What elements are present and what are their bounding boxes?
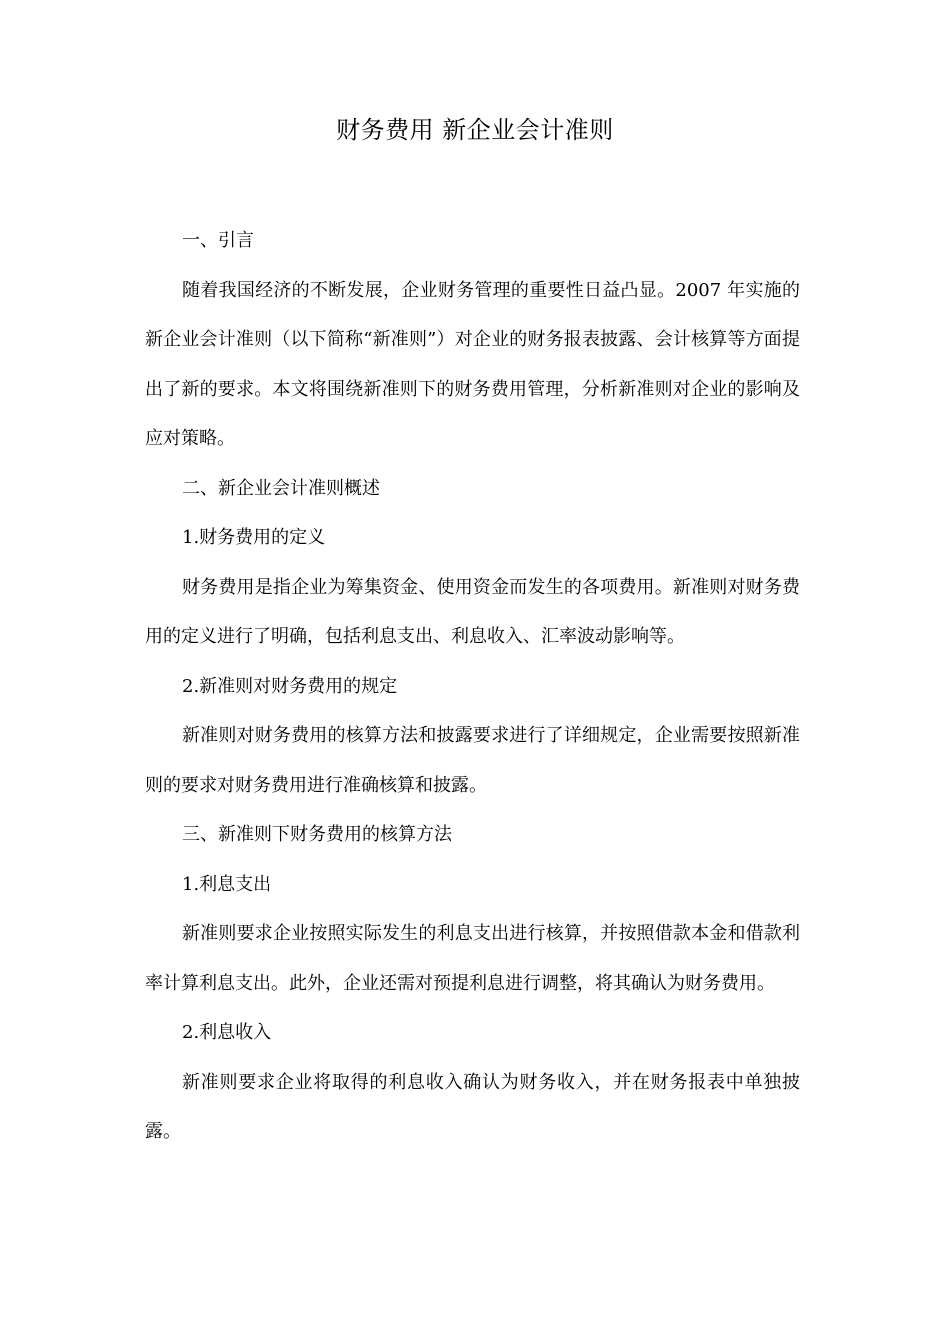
document-title: 财务费用 新企业会计准则 — [336, 116, 614, 144]
section-heading-accounting-methods: 三、新准则下财务费用的核算方法 — [182, 824, 452, 845]
paragraph-interest-expense: 新准则要求企业按照实际发生的利息支出进行核算，并按照借款本金和借款利率计算利息支出。此外，企业还需对预提利息进行调整，将其确认为财务费用。 — [145, 923, 800, 994]
subheading-interest-expense: 1.利息支出 — [182, 873, 272, 895]
paragraph-introduction: 随着我国经济的不断发展，企业财务管理的重要性日益凸显。2007 年实施的新企业会计准则（以下简称“新准则”）对企业的财务报表披露、会计核算等方面提出了新的要求。本文将围绕新准则下的财务费用管理，分析新准则对企业的影响及应对策略。 — [145, 279, 800, 449]
paragraph-regulations: 新准则对财务费用的核算方法和披露要求进行了详细规定，企业需要按照新准则的要求对财务费用进行准确核算和披露。 — [145, 725, 800, 796]
section-heading-overview: 二、新企业会计准则概述 — [182, 477, 380, 499]
subheading-definition: 1.财务费用的定义 — [182, 527, 326, 548]
paragraph-interest-income: 新准则要求企业将取得的利息收入确认为财务收入，并在财务报表中单独披露。 — [145, 1071, 800, 1142]
subheading-interest-income: 2.利息收入 — [182, 1022, 272, 1043]
section-heading-introduction: 一、引言 — [182, 230, 254, 251]
document-body — [145, 216, 800, 1157]
paragraph-definition: 财务费用是指企业为筹集资金、使用资金而发生的各项费用。新准则对财务费用的定义进行了明确，包括利息支出、利息收入、汇率波动影响等。 — [145, 576, 800, 647]
subheading-regulations: 2.新准则对财务费用的规定 — [182, 675, 398, 697]
